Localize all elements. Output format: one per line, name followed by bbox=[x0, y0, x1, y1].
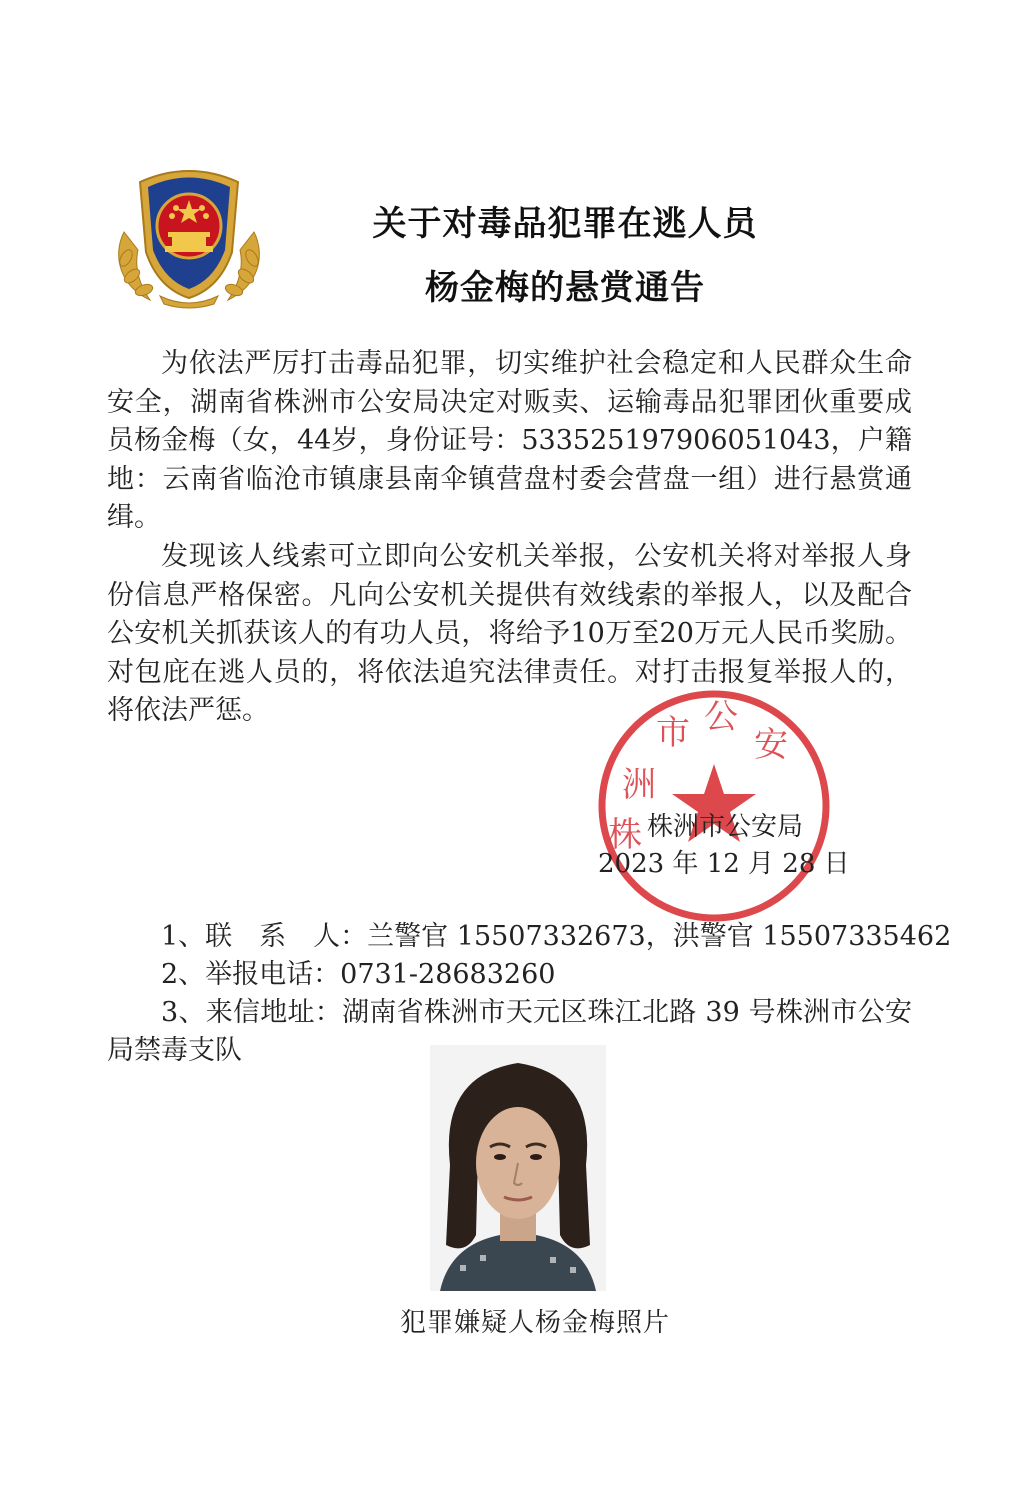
signature-date: 2023 年 12 月 28 日 bbox=[598, 849, 850, 879]
svg-text:洲: 洲 bbox=[622, 765, 656, 805]
svg-text:安: 安 bbox=[754, 725, 788, 765]
svg-text:公: 公 bbox=[704, 697, 738, 737]
mailing-address: 3、来信地址：湖南省株洲市天元区珠江北路 39 号株洲市公安局禁毒支队 bbox=[107, 997, 912, 1066]
notice-paragraph-2: 发现该人线索可立即向公安机关举报，公安机关将对举报人身份信息严格保密。凡向公安机关提供有效线索的举报人，以及配合公安机关抓获该人的有功人员，将给予10万至20万元人民币奖励。对包庇在逃人员的，将依法追究法律责任。对打击报复举报人的，将依法严惩。 bbox=[107, 541, 912, 727]
svg-text:株: 株 bbox=[608, 815, 642, 855]
contact-person: 1、联 系 人：兰警官 15507332673，洪警官 15507335462 bbox=[161, 921, 952, 952]
notice-title-line1: 关于对毒品犯罪在逃人员 bbox=[372, 204, 758, 244]
signature-organization: 株洲市公安局 bbox=[647, 812, 804, 842]
police-emblem-icon bbox=[110, 160, 268, 310]
photo-caption: 犯罪嫌疑人杨金梅照片 bbox=[399, 1308, 670, 1338]
notice-paragraph-1: 为依法严厉打击毒品犯罪，切实维护社会稳定和人民群众生命安全，湖南省株洲市公安局决定对贩卖、运输毒品犯罪团伙重要成员杨金梅（女，44岁，身份证号：533525197906051043，户籍地：云南省临沧市镇康县南伞镇营盘村委会营盘一组）进行悬赏通缉。 bbox=[107, 348, 912, 534]
svg-text:市: 市 bbox=[656, 713, 690, 753]
notice-title-line2: 杨金梅的悬赏通告 bbox=[425, 268, 705, 308]
suspect-photo bbox=[430, 1045, 606, 1291]
report-phone: 2、举报电话：0731-28683260 bbox=[161, 959, 556, 990]
